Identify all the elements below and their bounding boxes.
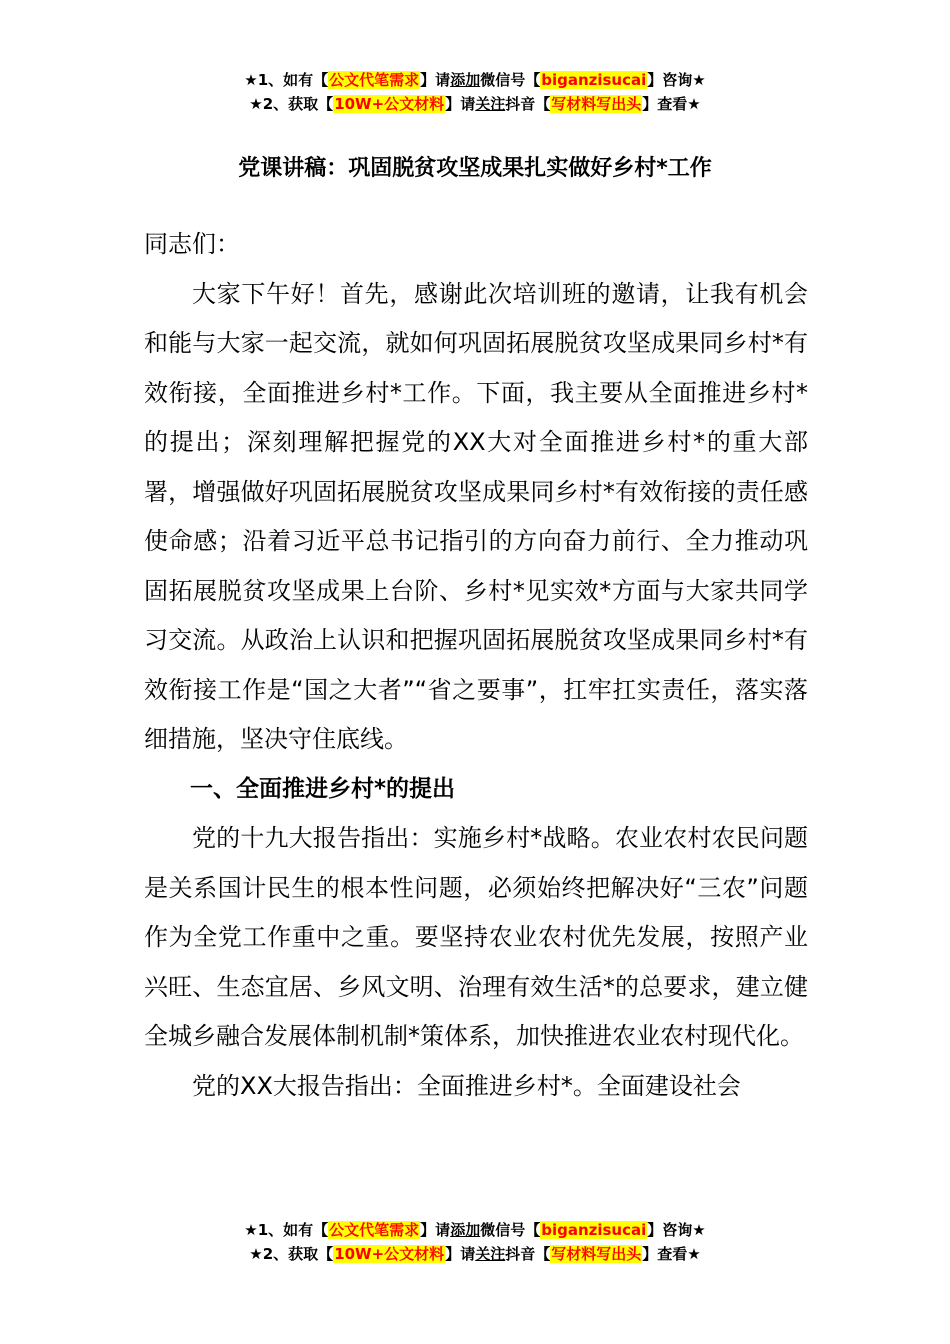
banner-line-2: ★2、获取【10W+公文材料】请关注抖音【写材料写出头】查看★ bbox=[249, 95, 701, 113]
greeting: 同志们： bbox=[144, 230, 240, 258]
highlight-douyin-id: 写材料写出头 bbox=[551, 95, 642, 113]
banner-line-1: ★1、如有【公文代笔需求】请添加微信号【biganzisucai】咨询★ bbox=[244, 71, 706, 89]
document-title: 党课讲稿：巩固脱贫攻坚成果扎实做好乡村*工作 bbox=[238, 156, 712, 181]
document-body bbox=[144, 220, 808, 1111]
paragraph-19th-congress: 党的十九大报告指出：实施乡村*战略。农业农村农民问题是关系国计民生的根本性问题，必须始终把解决好“三农”问题作为全党工作重中之重。要坚持农业农村优先发展，按照产业兴旺、生态宜居、乡风文明、治理有效生活*的总要求，建立健全城乡融合发展体制机制*策体系，加快推进农业农村现代化。 bbox=[144, 824, 808, 1050]
section-heading-1: 一、全面推进乡村*的提出 bbox=[190, 775, 456, 802]
highlight-materials: 10W+公文材料 bbox=[334, 1245, 445, 1263]
banner-line-1: ★1、如有【公文代笔需求】请添加微信号【biganzisucai】咨询★ bbox=[244, 1221, 706, 1239]
paragraph-intro: 大家下午好！首先，感谢此次培训班的邀请，让我有机会和能与大家一起交流，就如何巩固拓展脱贫攻坚成果同乡村*有效衔接，全面推进乡村*工作。下面，我主要从全面推进乡村*的提出；深刻理解把握党的XX大对全面推进乡村*的重大部署，增强做好巩固拓展脱贫攻坚成果同乡村*有效衔接的责任感使命感；沿着习近平总书记指引的方向奋力前行、全力推动巩固拓展脱贫攻坚成果上台阶、乡村*见实效*方面与大家共同学习交流。从政治上认识和把握巩固拓展脱贫攻坚成果同乡村*有效衔接工作是“国之大者”“省之要事”，扛牢扛实责任，落实落细措施，坚决守住底线。 bbox=[144, 279, 808, 753]
banner-line-2: ★2、获取【10W+公文材料】请关注抖音【写材料写出头】查看★ bbox=[249, 1245, 701, 1263]
highlight-wechat-id: biganzisucai bbox=[541, 1221, 647, 1239]
highlight-service: 公文代笔需求 bbox=[329, 1221, 420, 1239]
paragraph-xx-congress: 党的XX大报告指出：全面推进乡村*。全面建设社会 bbox=[192, 1071, 741, 1100]
highlight-materials: 10W+公文材料 bbox=[334, 95, 445, 113]
watermark-banner-top bbox=[0, 68, 950, 116]
highlight-wechat-id: biganzisucai bbox=[541, 71, 647, 89]
highlight-douyin-id: 写材料写出头 bbox=[551, 1245, 642, 1263]
watermark-banner-bottom bbox=[0, 1218, 950, 1266]
highlight-service: 公文代笔需求 bbox=[329, 71, 420, 89]
